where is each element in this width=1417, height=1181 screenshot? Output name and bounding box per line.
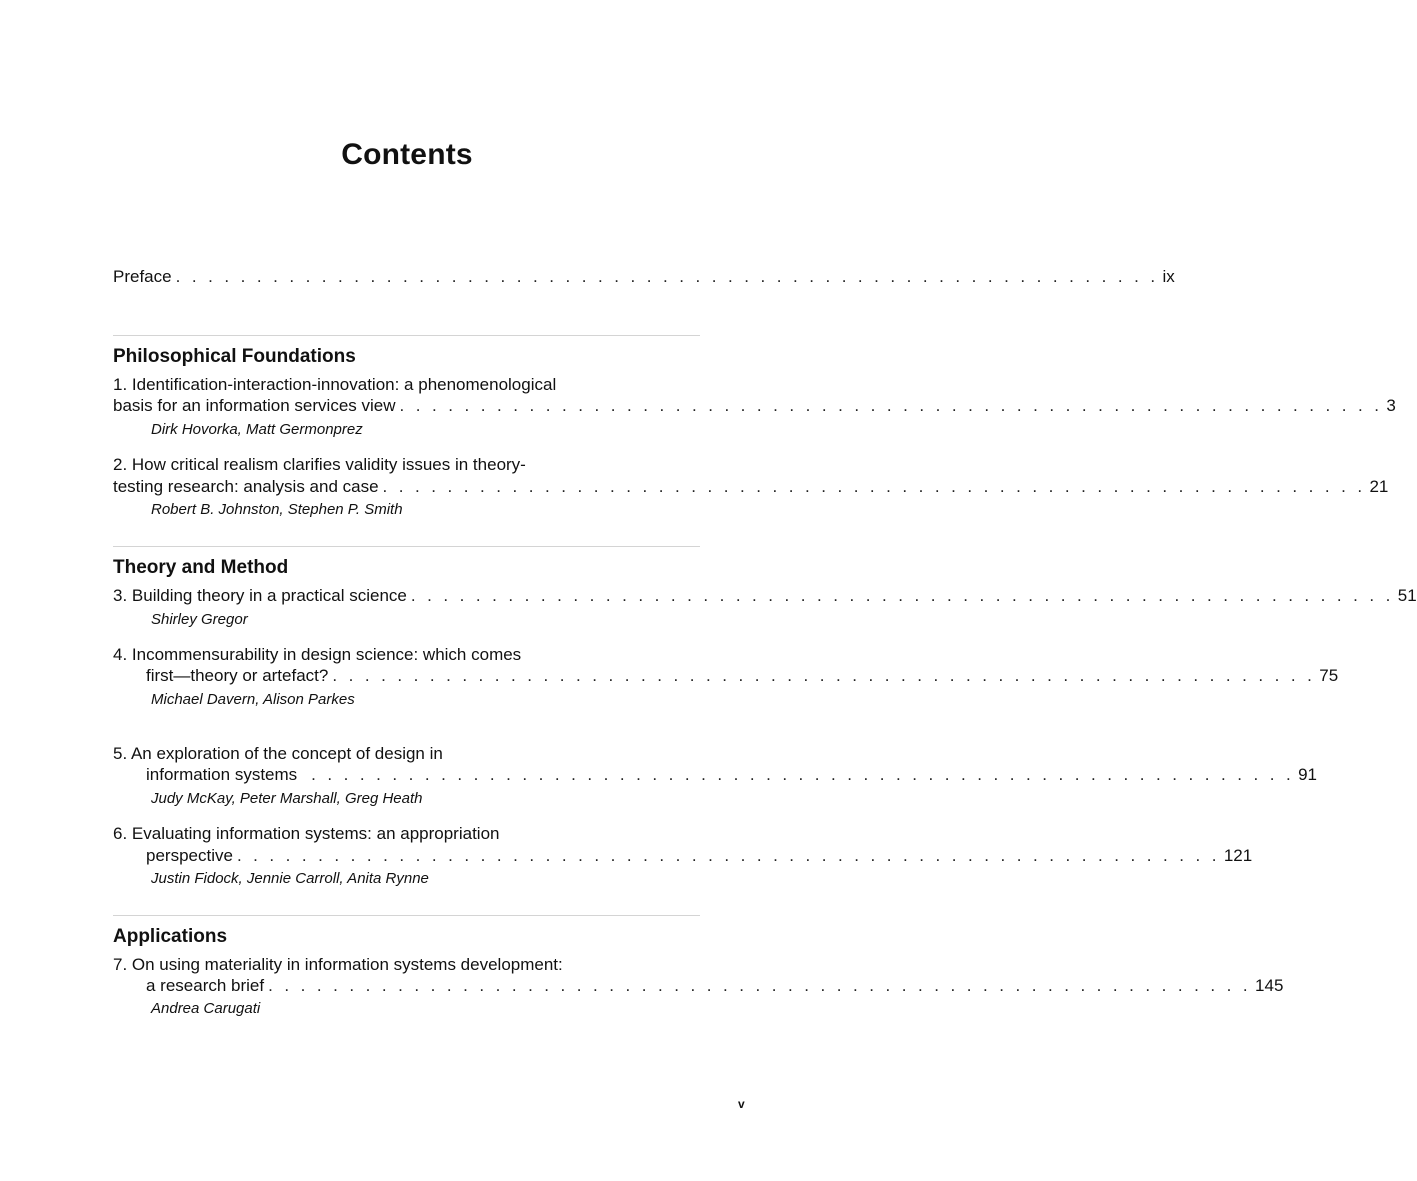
entry-title-line: 6. Evaluating information systems: an appropriation (113, 824, 500, 843)
entry-title-line: 5. An exploration of the concept of design in (113, 744, 443, 763)
dot-leader: . . . . . . . . . . . . . . . . . . . . . . . . . . . . . . . . . . . . . . . . . . . . . . . . . . . . . . . . . . . . . (175, 267, 1159, 286)
entry-title-line: a research brief (146, 976, 265, 995)
entry-title-line: 4. Incommensurability in design science: which comes (113, 645, 522, 664)
entry-page-number: 91 (1298, 765, 1317, 784)
entry-title-line: 2. How critical realism clarifies validity issues in theory- (113, 455, 526, 474)
toc-entry-7 (146, 975, 1284, 997)
dot-leader: . . . . . . . . . . . . . . . . . . . . . . . . . . . . . . . . . . . . . . . . . . . . . . . . . . . . . . . . . . . . . (268, 976, 1252, 995)
section-divider (113, 915, 700, 916)
toc-entry-1 (113, 395, 1396, 417)
dot-leader: . . . . . . . . . . . . . . . . . . . . . . . . . . . . . . . . . . . . . . . . . . . . . . . . . . . . . . . . . . . . . (236, 846, 1220, 865)
entry-page-number: 51 (1397, 586, 1417, 605)
entry-authors: Dirk Hovorka, Matt Germonprez (151, 421, 363, 438)
toc-entry-preface (113, 266, 1175, 288)
entry-authors: Andrea Carugati (151, 1000, 261, 1017)
entry-title-line: 3. Building theory in a practical science (113, 586, 407, 605)
toc-entry-6 (146, 845, 1253, 867)
entry-page-number: 145 (1255, 976, 1284, 995)
entry-title-line: information systems (146, 765, 298, 784)
entry-page-number: 121 (1223, 846, 1253, 865)
entry-page-number: 3 (1386, 396, 1396, 415)
dot-leader: . . . . . . . . . . . . . . . . . . . . . . . . . . . . . . . . . . . . . . . . . . . . . . . . . . . . . . . . . . . . . (382, 477, 1366, 496)
dot-leader: . . . . . . . . . . . . . . . . . . . . . . . . . . . . . . . . . . . . . . . . . . . . . . . . . . . . . . . . . . . . . (399, 396, 1383, 415)
entry-title-line: 1. Identification-interaction-innovation: a phenomenological (113, 375, 557, 394)
dot-leader: . . . . . . . . . . . . . . . . . . . . . . . . . . . . . . . . . . . . . . . . . . . . . . . . . . . . . . . . . . . . . (332, 666, 1316, 685)
toc-entry-5 (146, 764, 1317, 786)
entry-page-number: 75 (1319, 666, 1339, 685)
entry-title-line: 7. On using materiality in information systems development: (113, 955, 563, 974)
section-heading: Applications (113, 926, 228, 947)
entry-authors: Justin Fidock, Jennie Carroll, Anita Rynne (151, 870, 429, 887)
entry-authors: Shirley Gregor (151, 611, 248, 628)
entry-authors: Judy McKay, Peter Marshall, Greg Heath (151, 790, 423, 807)
page-number: v (738, 1097, 745, 1111)
entry-title-line: perspective (146, 846, 233, 865)
toc-entry-2 (113, 476, 1389, 498)
dot-leader: . . . . . . . . . . . . . . . . . . . . . . . . . . . . . . . . . . . . . . . . . . . . . . . . . . . . . . . . . . . . . (410, 586, 1394, 605)
dot-leader: . . . . . . . . . . . . . . . . . . . . . . . . . . . . . . . . . . . . . . . . . . . . . . . . . . . . . . . . . . . . . (311, 765, 1295, 784)
entry-authors: Michael Davern, Alison Parkes (151, 691, 355, 708)
page-title: Contents (341, 138, 473, 171)
section-heading: Philosophical Foundations (113, 346, 356, 367)
entry-page-number: ix (1162, 267, 1175, 286)
section-heading: Theory and Method (113, 557, 289, 578)
section-divider (113, 335, 700, 336)
entry-title-line: first—theory or artefact? (146, 666, 329, 685)
toc-entry-4 (146, 665, 1339, 687)
entry-title-line: testing research: analysis and case (113, 477, 379, 496)
section-divider (113, 546, 700, 547)
entry-title: Preface (113, 267, 172, 286)
entry-authors: Robert B. Johnston, Stephen P. Smith (151, 501, 403, 518)
entry-title-line: basis for an information services view (113, 396, 396, 415)
toc-entry-3 (113, 585, 1417, 607)
entry-page-number: 21 (1369, 477, 1389, 496)
